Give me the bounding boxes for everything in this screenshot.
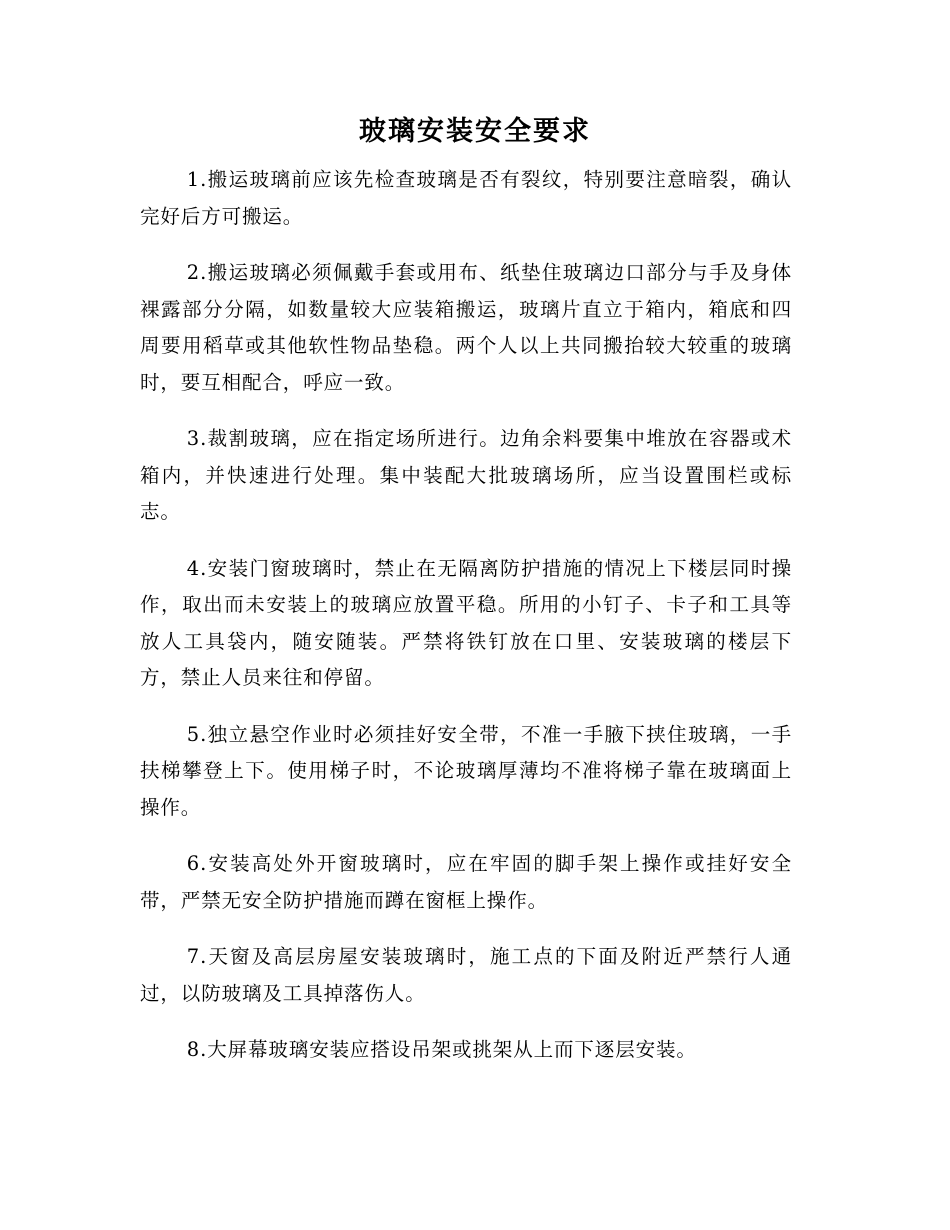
paragraph-1: 1.搬运玻璃前应该先检查玻璃是否有裂纹，特别要注意暗裂，确认完好后方可搬运。 (140, 168, 792, 228)
paragraph-6: 6.安装高处外开窗玻璃时，应在牢固的脚手架上操作或挂好安全带，严禁无安全防护措施而蹲在窗框上操作。 (140, 852, 792, 912)
paragraph-3: 3.裁割玻璃，应在指定场所进行。边角余料要集中堆放在容器或术箱内，并快速进行处理。集中装配大批玻璃场所，应当设置围栏或标志。 (140, 427, 792, 523)
paragraph-8: 8.大屏幕玻璃安装应搭设吊架或挑架从上而下逐层安装。 (186, 1038, 697, 1061)
document-body (140, 162, 792, 1089)
paragraph-7: 7.天窗及高层房屋安装玻璃时，施工点的下面及附近严禁行人通过，以防玻璃及工具掉落伤人。 (140, 945, 792, 1005)
paragraph-4: 4.安装门窗玻璃时，禁止在无隔离防护措施的情况上下楼层同时操作，取出而未安装上的玻璃应放置平稳。所用的小钉子、卡子和工具等放人工具袋内，随安随装。严禁将铁钉放在口里、安装玻璃的楼层下方，禁止人员来往和停留。 (140, 556, 792, 689)
paragraph-2: 2.搬运玻璃必须佩戴手套或用布、纸垫住玻璃边口部分与手及身体裸露部分分隔，如数量较大应装箱搬运，玻璃片直立于箱内，箱底和四周要用稻草或其他软性物品垫稳。两个人以上共同搬抬较大较重的玻璃时，要互相配合，呼应一致。 (140, 261, 792, 394)
paragraph-5: 5.独立悬空作业时必须挂好安全带，不准一手腋下挟住玻璃，一手扶梯攀登上下。使用梯子时，不论玻璃厚薄均不准将梯子靠在玻璃面上操作。 (140, 722, 792, 819)
page-title: 玻璃安装安全要求 (359, 116, 591, 147)
